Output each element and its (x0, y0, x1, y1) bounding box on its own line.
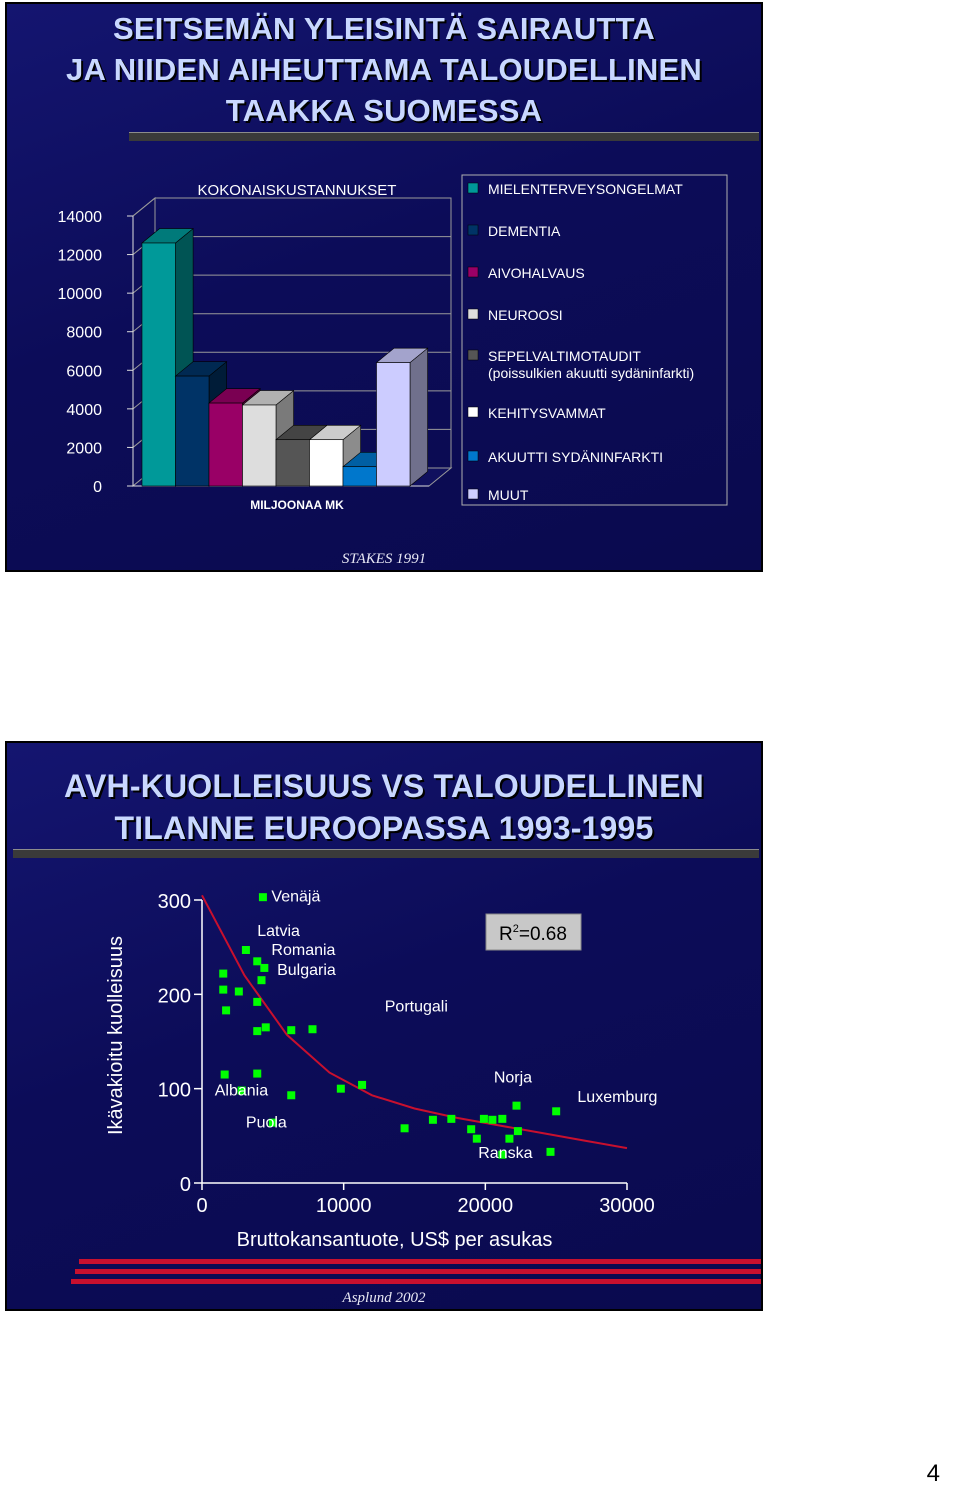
legend-swatch (468, 489, 478, 499)
data-point (514, 1127, 522, 1135)
x-tick-label: 30000 (599, 1195, 655, 1217)
data-point (401, 1124, 409, 1132)
y-axis-label: Ikävakioitu kuolleisuus (105, 936, 127, 1135)
data-point (253, 957, 261, 965)
legend-label: NEUROOSI (488, 307, 563, 323)
point-annotation: Puola (245, 1114, 287, 1132)
bar (276, 440, 310, 486)
data-point (260, 964, 268, 972)
point-annotation: Romania (271, 942, 336, 960)
x-tick-label: 0 (196, 1195, 208, 1217)
legend-swatch (468, 451, 478, 461)
legend-label: AIVOHALVAUS (488, 265, 585, 281)
data-point (498, 1115, 506, 1123)
data-point (262, 1023, 270, 1031)
title-line: TILANNE EUROOPASSA 1993-1995 (114, 810, 654, 846)
bar (176, 376, 210, 486)
data-point (242, 946, 250, 954)
point-annotation: Bulgaria (277, 961, 336, 979)
y-tick-label: 100 (157, 1079, 191, 1102)
data-point (547, 1148, 555, 1156)
data-point (219, 970, 227, 978)
bar (377, 363, 411, 486)
legend-label: MUUT (488, 487, 529, 503)
data-point (467, 1125, 475, 1133)
x-tick-label: 20000 (457, 1195, 514, 1217)
point-annotation: Ranska (478, 1144, 533, 1162)
x-axis-label: Bruttokansantuote, US$ per asukas (236, 1229, 553, 1251)
title-line: JA NIIDEN AIHEUTTAMA TALOUDELLINEN (66, 52, 702, 87)
slide-1 (5, 2, 763, 572)
data-point (505, 1135, 513, 1143)
point-annotation: Venäjä (271, 888, 321, 906)
decor-stripe (75, 1269, 761, 1274)
title-line: TAAKKA SUOMESSA (225, 93, 543, 128)
page-number: 4 (926, 1460, 940, 1487)
data-point (253, 1070, 261, 1078)
data-point (253, 998, 261, 1006)
data-point (480, 1115, 488, 1123)
legend-label: (poissulkien akuutti sydäninfarkti) (488, 365, 695, 381)
data-point (488, 1116, 496, 1124)
y-tick-label: 300 (157, 891, 191, 913)
title-line: AVH-KUOLLEISUUS VS TALOUDELLINEN (64, 768, 704, 804)
gridline (133, 198, 451, 216)
r2-box (486, 914, 581, 950)
data-point (552, 1107, 560, 1115)
legend-swatch (468, 183, 478, 193)
data-point (222, 1006, 230, 1014)
slide-2 (5, 741, 763, 1311)
data-point (259, 893, 267, 901)
point-annotation: Luxemburg (577, 1089, 658, 1107)
legend-swatch (468, 225, 478, 235)
data-point (358, 1081, 366, 1089)
decor-stripe (79, 1259, 761, 1264)
y-tick-label: 2000 (66, 440, 102, 458)
legend-swatch (468, 309, 478, 319)
y-tick-label: 12000 (57, 247, 102, 265)
legend-label: DEMENTIA (488, 223, 561, 239)
y-tick-label: 14000 (57, 209, 102, 226)
r2-label: $R^2=0.68$ (499, 923, 567, 945)
data-point (221, 1071, 229, 1079)
legend-swatch (468, 407, 478, 417)
scatter-chart (7, 743, 761, 1309)
chart-title: KOKONAISKUSTANNUKSET (197, 182, 397, 199)
bar-side (410, 348, 428, 486)
y-tick-label: 6000 (66, 363, 102, 381)
y-tick-label: 0 (179, 1174, 191, 1196)
source-citation: Asplund 2002 (342, 1290, 426, 1306)
legend-label: SEPELVALTIMOTAUDIT (488, 348, 641, 364)
data-point (287, 1026, 295, 1034)
data-point (219, 986, 227, 994)
bar-chart (7, 4, 761, 570)
source-citation: STAKES 1991 (341, 551, 427, 567)
legend-label: AKUUTTI SYDÄNINFARKTI (488, 449, 664, 465)
y-tick-label: 10000 (57, 286, 102, 304)
data-point (258, 976, 266, 984)
y-tick-label: 0 (93, 479, 102, 496)
x-axis-label: MILJOONAA MK (250, 498, 344, 512)
bar (343, 467, 377, 486)
y-tick-label: 200 (157, 985, 191, 1008)
data-point (337, 1085, 345, 1093)
data-point (309, 1025, 317, 1033)
legend-swatch (468, 267, 478, 277)
bar (209, 403, 243, 486)
data-point (513, 1102, 521, 1110)
legend-swatch (468, 350, 478, 360)
y-tick-label: 4000 (66, 401, 102, 419)
data-point (473, 1135, 481, 1143)
decor-stripe (71, 1279, 761, 1284)
legend-label: KEHITYSVAMMAT (488, 405, 606, 421)
data-point (447, 1115, 455, 1123)
bar (310, 440, 344, 486)
data-point (429, 1116, 437, 1124)
point-annotation: Latvia (257, 923, 300, 941)
y-tick-label: 8000 (66, 324, 102, 342)
bar (142, 243, 176, 486)
point-annotation: Albania (214, 1082, 269, 1100)
data-point (287, 1091, 295, 1099)
data-point (253, 1027, 261, 1035)
point-annotation: Norja (493, 1069, 533, 1087)
data-point (235, 988, 243, 996)
legend-label: MIELENTERVEYSONGELMAT (488, 181, 683, 197)
bar (243, 405, 277, 486)
x-tick-label: 10000 (315, 1195, 372, 1217)
title-line: SEITSEMÄN YLEISINTÄ SAIRAUTTA (112, 11, 656, 46)
point-annotation: Portugali (384, 998, 448, 1016)
